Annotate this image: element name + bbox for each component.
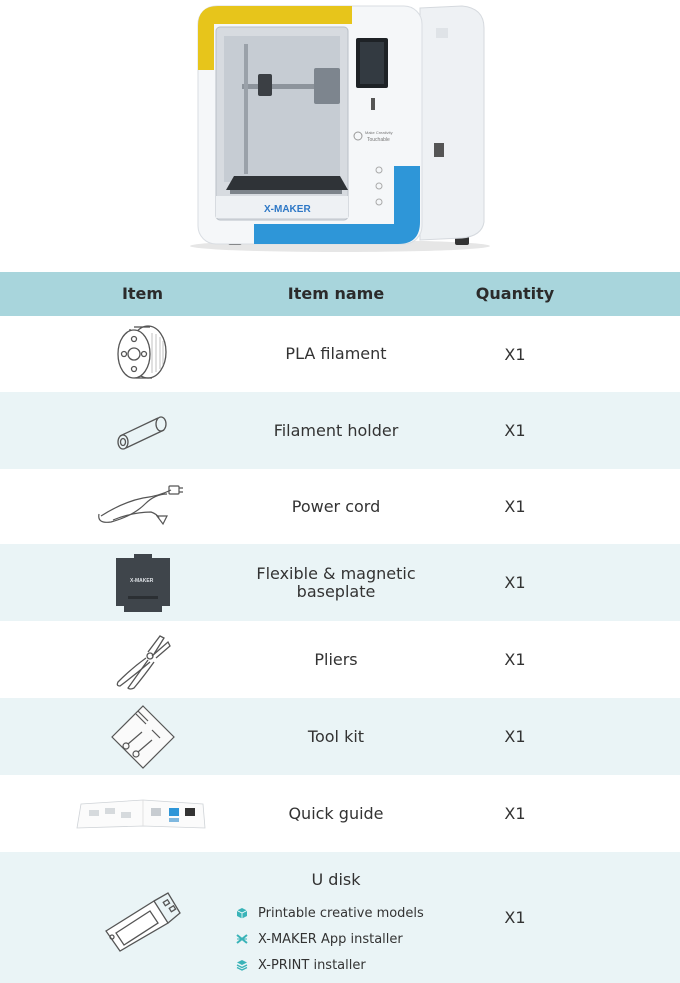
feature-item: X-MAKER App installer — [236, 926, 456, 952]
printer-illustration — [0, 0, 680, 272]
baseplate-label: X-MAKER — [129, 577, 153, 584]
item-qty: X1 — [504, 421, 526, 440]
table-row — [0, 316, 680, 392]
product-hero — [0, 0, 680, 272]
x-maker-logo-icon — [236, 933, 248, 945]
item-name-baseplate: Flexible & magnetic baseplate — [256, 563, 416, 601]
baseplate-icon — [108, 550, 178, 616]
header-item-name: Item name — [287, 284, 385, 303]
table-row — [0, 698, 680, 775]
power-cord-icon — [93, 482, 193, 532]
item-qty: X1 — [504, 908, 526, 927]
item-name-pla-filament: PLA filament — [285, 344, 387, 363]
header-item: Item — [121, 284, 164, 303]
cube-icon — [236, 907, 248, 919]
item-qty: X1 — [504, 573, 526, 592]
u-disk-features — [236, 900, 456, 978]
table-header — [0, 272, 680, 316]
item-qty: X1 — [504, 650, 526, 669]
item-name-power-cord: Power cord — [291, 496, 381, 516]
item-name-filament-holder: Filament holder — [273, 420, 399, 440]
feature-item: Printable creative models — [236, 900, 456, 926]
table-row — [0, 544, 680, 621]
filament-spool-icon — [108, 319, 178, 389]
item-qty: X1 — [504, 497, 526, 516]
item-name-tool-kit: Tool kit — [307, 726, 365, 746]
filament-holder-icon — [108, 406, 178, 456]
table-row — [0, 392, 680, 469]
item-qty: X1 — [504, 727, 526, 746]
printer-panel-text-2: Touchable — [367, 137, 390, 143]
table-row — [0, 775, 680, 852]
item-name-pliers: Pliers — [314, 649, 358, 669]
item-name-u-disk: U disk — [311, 870, 361, 889]
item-qty: X1 — [504, 344, 526, 364]
item-qty: X1 — [504, 804, 526, 823]
feature-item: X-PRINT installer — [236, 952, 456, 978]
item-name-quick-guide: Quick guide — [288, 803, 384, 823]
header-quantity: Quantity — [475, 284, 555, 303]
pliers-icon — [108, 628, 178, 692]
u-disk-icon — [98, 883, 188, 953]
quick-guide-icon — [73, 794, 213, 834]
table-row — [0, 621, 680, 698]
printer-panel-text-1: Make Creativity — [365, 130, 393, 135]
table-row — [0, 469, 680, 544]
tool-kit-icon — [108, 702, 178, 772]
layers-icon — [236, 959, 248, 971]
table-row — [0, 852, 680, 983]
printer-brand-text: X-MAKER — [264, 204, 311, 215]
